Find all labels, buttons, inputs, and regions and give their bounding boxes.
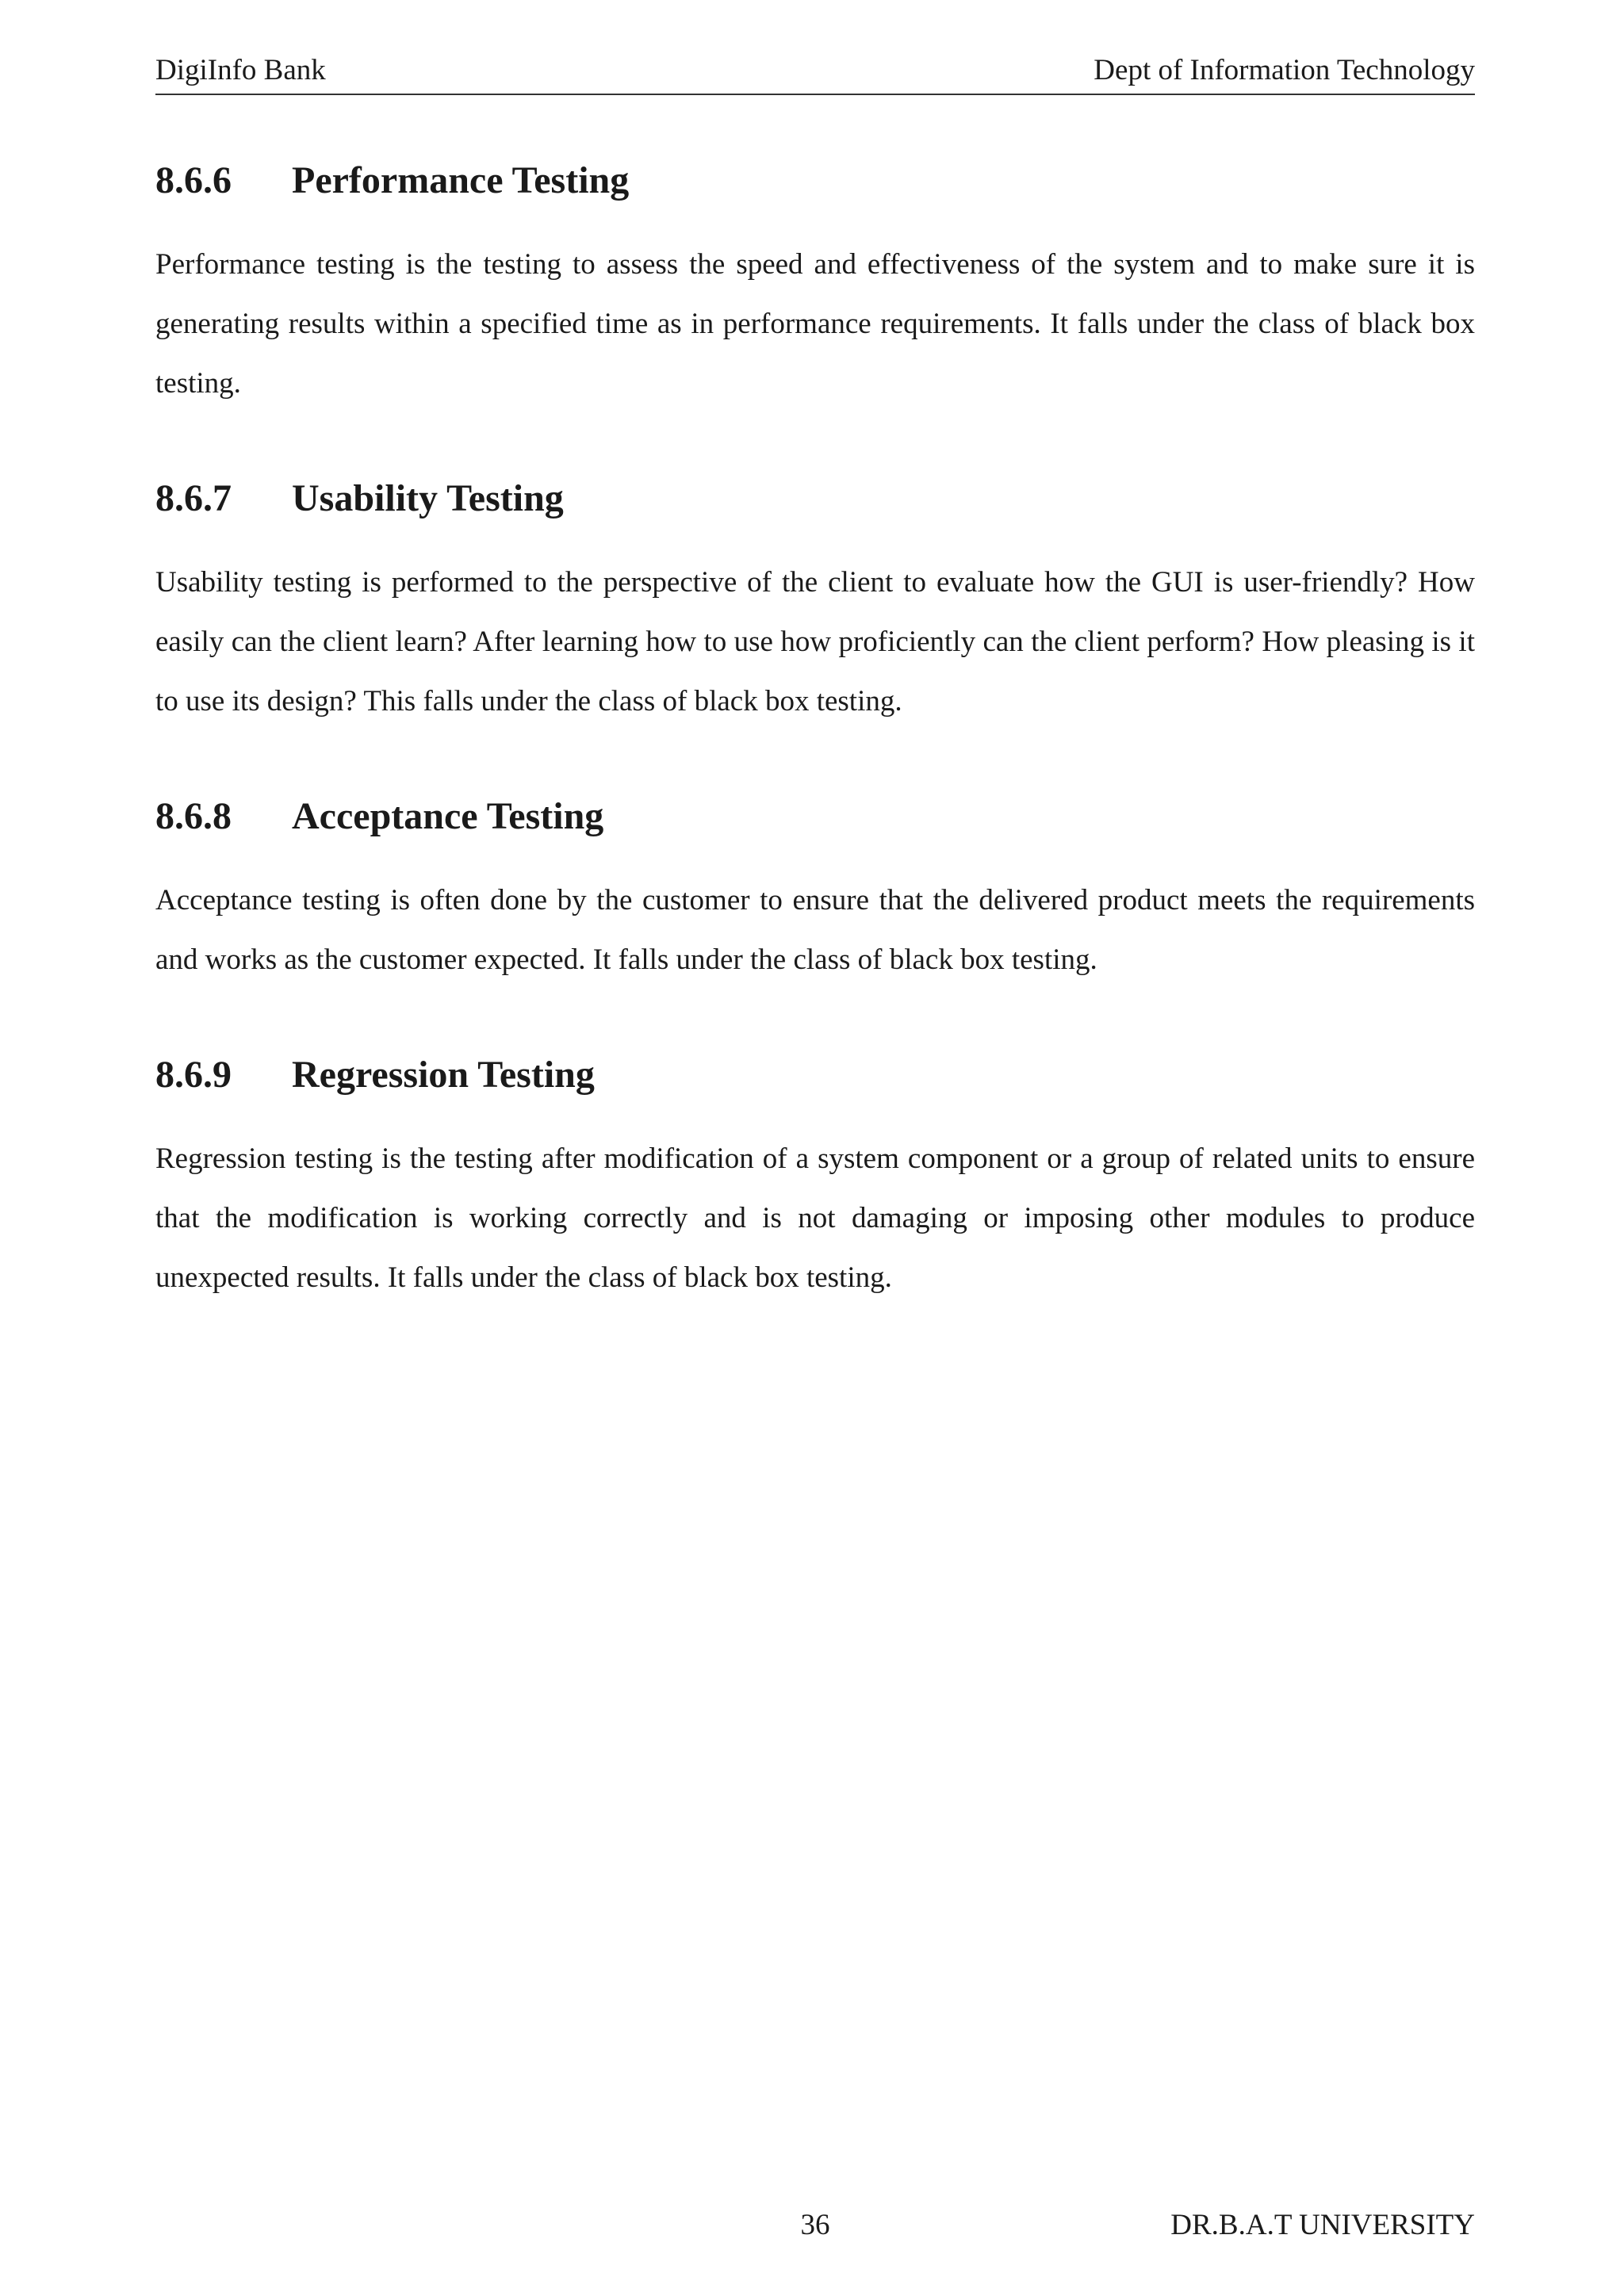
section-title: Performance Testing [292, 159, 630, 201]
section-number: 8.6.7 [155, 477, 232, 519]
page-number: 36 [800, 2209, 830, 2241]
page-footer [155, 2206, 1475, 2245]
section-acceptance-testing [155, 791, 1475, 989]
section-number: 8.6.6 [155, 159, 232, 201]
section-body: Usability testing is performed to the perspective of the client to evaluate how the GUI is user-friendly? How easily can the client learn? After learning how to use how proficiently can the client perform? How pleasing is it to use its design? This falls under the class of black box testing. [155, 566, 1475, 718]
page-header [155, 52, 1475, 95]
section-body: Performance testing is the testing to assess the speed and effectiveness of the system and to make sure it is generating results within a specified time as in performance requirements. It falls under the class of black box testing. [155, 248, 1475, 400]
section-number: 8.6.9 [155, 1054, 232, 1096]
section-usability-testing [155, 473, 1475, 731]
page-content [155, 155, 1475, 1368]
section-number: 8.6.8 [155, 795, 232, 837]
section-title: Regression Testing [292, 1054, 595, 1096]
section-heading [155, 791, 1475, 842]
footer-university: DR.B.A.T UNIVERSITY [1170, 2209, 1475, 2241]
section-regression-testing [155, 1050, 1475, 1307]
section-heading [155, 1050, 1475, 1100]
section-performance-testing [155, 155, 1475, 413]
section-body: Acceptance testing is often done by the customer to ensure that the delivered product meets the requirements and works as the customer expected. It falls under the class of black box testing. [155, 884, 1475, 976]
header-left-title: DigiInfo Bank [155, 54, 326, 86]
section-heading [155, 155, 1475, 206]
section-title: Acceptance Testing [292, 795, 604, 837]
section-body: Regression testing is the testing after modification of a system component or a group of related units to ensure that the modification is working correctly and is not damaging or imposing other modules to produce unexpected results. It falls under the class of black box testing. [155, 1142, 1475, 1294]
header-right-title: Dept of Information Technology [1094, 54, 1475, 86]
section-heading [155, 473, 1475, 524]
section-title: Usability Testing [292, 477, 564, 519]
